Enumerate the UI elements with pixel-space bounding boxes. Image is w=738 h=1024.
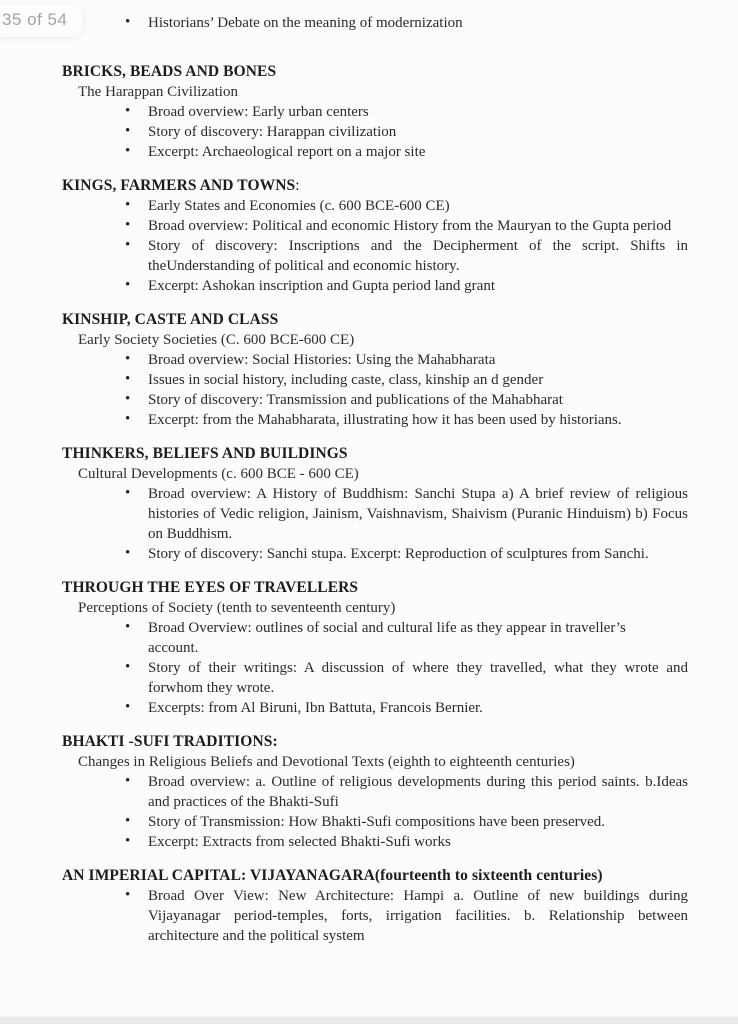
list-item (62, 390, 688, 410)
section-subtitle: Perceptions of Society (tenth to seventeenth century) (78, 600, 396, 616)
bullet-icon: • (125, 485, 131, 501)
bullet-icon: • (125, 391, 131, 407)
list-item (62, 142, 688, 162)
section-kinship-caste-class (62, 310, 688, 430)
section-bricks-beads-bones (62, 62, 688, 162)
section-bhakti-sufi-traditions (62, 732, 688, 852)
list-item (62, 544, 688, 564)
section-imperial-capital-vijayanagara (62, 866, 688, 946)
list-item (62, 122, 688, 142)
bullet-icon: • (125, 217, 131, 233)
section-title: BRICKS, BEADS AND BONES (62, 63, 277, 80)
section-title: KINSHIP, CASTE AND CLASS (62, 311, 279, 328)
list-item (62, 13, 688, 33)
list-item (62, 102, 688, 122)
bullet-icon: • (125, 143, 131, 159)
bullet-icon: • (125, 197, 131, 213)
section-subtitle: Early Society Societies (C. 600 BCE-600 CE) (78, 332, 355, 348)
bullet-text: Story of discovery: Harappan civilization (148, 124, 397, 140)
bullet-icon: • (125, 887, 131, 903)
section-title: THROUGH THE EYES OF TRAVELLERS (62, 579, 359, 596)
section-title: BHAKTI -SUFI TRADITIONS: (62, 733, 278, 750)
bullet-text: Story of Transmission: How Bhakti-Sufi compositions have been preserved. (148, 814, 606, 830)
section-kings-farmers-towns (62, 176, 688, 296)
list-item (62, 618, 688, 658)
bullet-icon: • (125, 619, 131, 635)
bullet-text: Early States and Economies (c. 600 BCE-600 CE) (148, 198, 450, 214)
bullet-list (62, 618, 688, 718)
bullet-text: Excerpts: from Al Biruni, Ibn Battuta, Francois Bernier. (148, 700, 483, 716)
bullet-text: Broad Over View: New Architecture: Hampi a. Outline of new buildings during Vijayanagar period-temples, forts, irrigation facilities. b. Relationship between architecture and the political system (148, 888, 688, 944)
bullet-list (62, 350, 688, 430)
viewer-bottom-bar (0, 1016, 738, 1024)
bullet-icon: • (125, 123, 131, 139)
page-indicator: 35 of 54 (0, 5, 83, 37)
list-item (62, 698, 688, 718)
bullet-text: Broad overview: Social Histories: Using the Mahabharata (148, 352, 496, 368)
bullet-text: Excerpt: from the Mahabharata, illustrating how it has been used by historians. (148, 412, 622, 428)
list-item (62, 772, 688, 812)
list-item (62, 812, 688, 832)
bullet-icon: • (125, 371, 131, 387)
bullet-icon: • (125, 351, 131, 367)
intro-bullet-list (62, 13, 688, 33)
bullet-text: Historians’ Debate on the meaning of modernization (148, 15, 463, 31)
bullet-text: Excerpt: Ashokan inscription and Gupta period land grant (148, 278, 495, 294)
bullet-list (62, 102, 688, 162)
bullet-text: Broad overview: Political and economic History from the Mauryan to the Gupta period (148, 218, 672, 234)
bullet-icon: • (125, 813, 131, 829)
list-item (62, 658, 688, 698)
section-title: AN IMPERIAL CAPITAL: VIJAYANAGARA(fourteenth to sixteenth centuries) (62, 867, 603, 884)
bullet-icon: • (125, 237, 131, 253)
bullet-icon: • (125, 699, 131, 715)
bullet-list (62, 196, 688, 296)
section-title-suffix: : (295, 177, 300, 194)
section-subtitle: Changes in Religious Beliefs and Devotional Texts (eighth to eighteenth centuries) (78, 754, 575, 770)
bullet-text: Story of discovery: Inscriptions and the Decipherment of the script. Shifts in theUnderstanding of political and economic history. (148, 238, 688, 274)
list-item (62, 350, 688, 370)
bullet-text: Broad overview: Early urban centers (148, 104, 369, 120)
list-item (62, 236, 688, 276)
section-eyes-of-travellers (62, 578, 688, 718)
list-item (62, 196, 688, 216)
bullet-list (62, 772, 688, 852)
bullet-text: Broad overview: A History of Buddhism: Sanchi Stupa a) A brief review of religious histories of Vedic religion, Jainism, Vaishnavism, Shaivism (Puranic Hinduism) b) Focus on Buddhism. (148, 486, 688, 542)
list-item (62, 832, 688, 852)
bullet-list (62, 484, 688, 564)
section-subtitle: The Harappan Civilization (78, 84, 238, 100)
bullet-text: Story of discovery: Transmission and publications of the Mahabharat (148, 392, 563, 408)
bullet-text: Excerpt: Extracts from selected Bhakti-Sufi works (148, 834, 451, 850)
bullet-icon: • (125, 545, 131, 561)
section-title: KINGS, FARMERS AND TOWNS: (62, 177, 300, 194)
bullet-icon: • (125, 277, 131, 293)
bullet-icon: • (125, 14, 131, 30)
bullet-text: Broad Overview: outlines of social and cultural life as they appear in traveller’s account. (148, 620, 626, 656)
list-item (62, 410, 688, 430)
bullet-icon: • (125, 833, 131, 849)
section-subtitle: Cultural Developments (c. 600 BCE - 600 CE) (78, 466, 359, 482)
bullet-icon: • (125, 773, 131, 789)
bullet-text: Story of their writings: A discussion of where they travelled, what they wrote and forwhom they wrote. (148, 660, 688, 696)
list-item (62, 370, 688, 390)
bullet-icon: • (125, 659, 131, 675)
list-item (62, 886, 688, 946)
bullet-text: Excerpt: Archaeological report on a major site (148, 144, 426, 160)
list-item (62, 484, 688, 544)
bullet-list (62, 886, 688, 946)
list-item (62, 276, 688, 296)
bullet-icon: • (125, 103, 131, 119)
bullet-text: Story of discovery: Sanchi stupa. Excerpt: Reproduction of sculptures from Sanchi. (148, 546, 649, 562)
section-thinkers-beliefs-buildings (62, 444, 688, 564)
section-title: THINKERS, BELIEFS AND BUILDINGS (62, 445, 348, 462)
bullet-icon: • (125, 411, 131, 427)
bullet-text: Broad overview: a. Outline of religious developments during this period saints. b.Ideas and practices of the Bhakti-Sufi (148, 774, 688, 810)
bullet-text: Issues in social history, including caste, class, kinship an d gender (148, 372, 544, 388)
list-item (62, 216, 688, 236)
